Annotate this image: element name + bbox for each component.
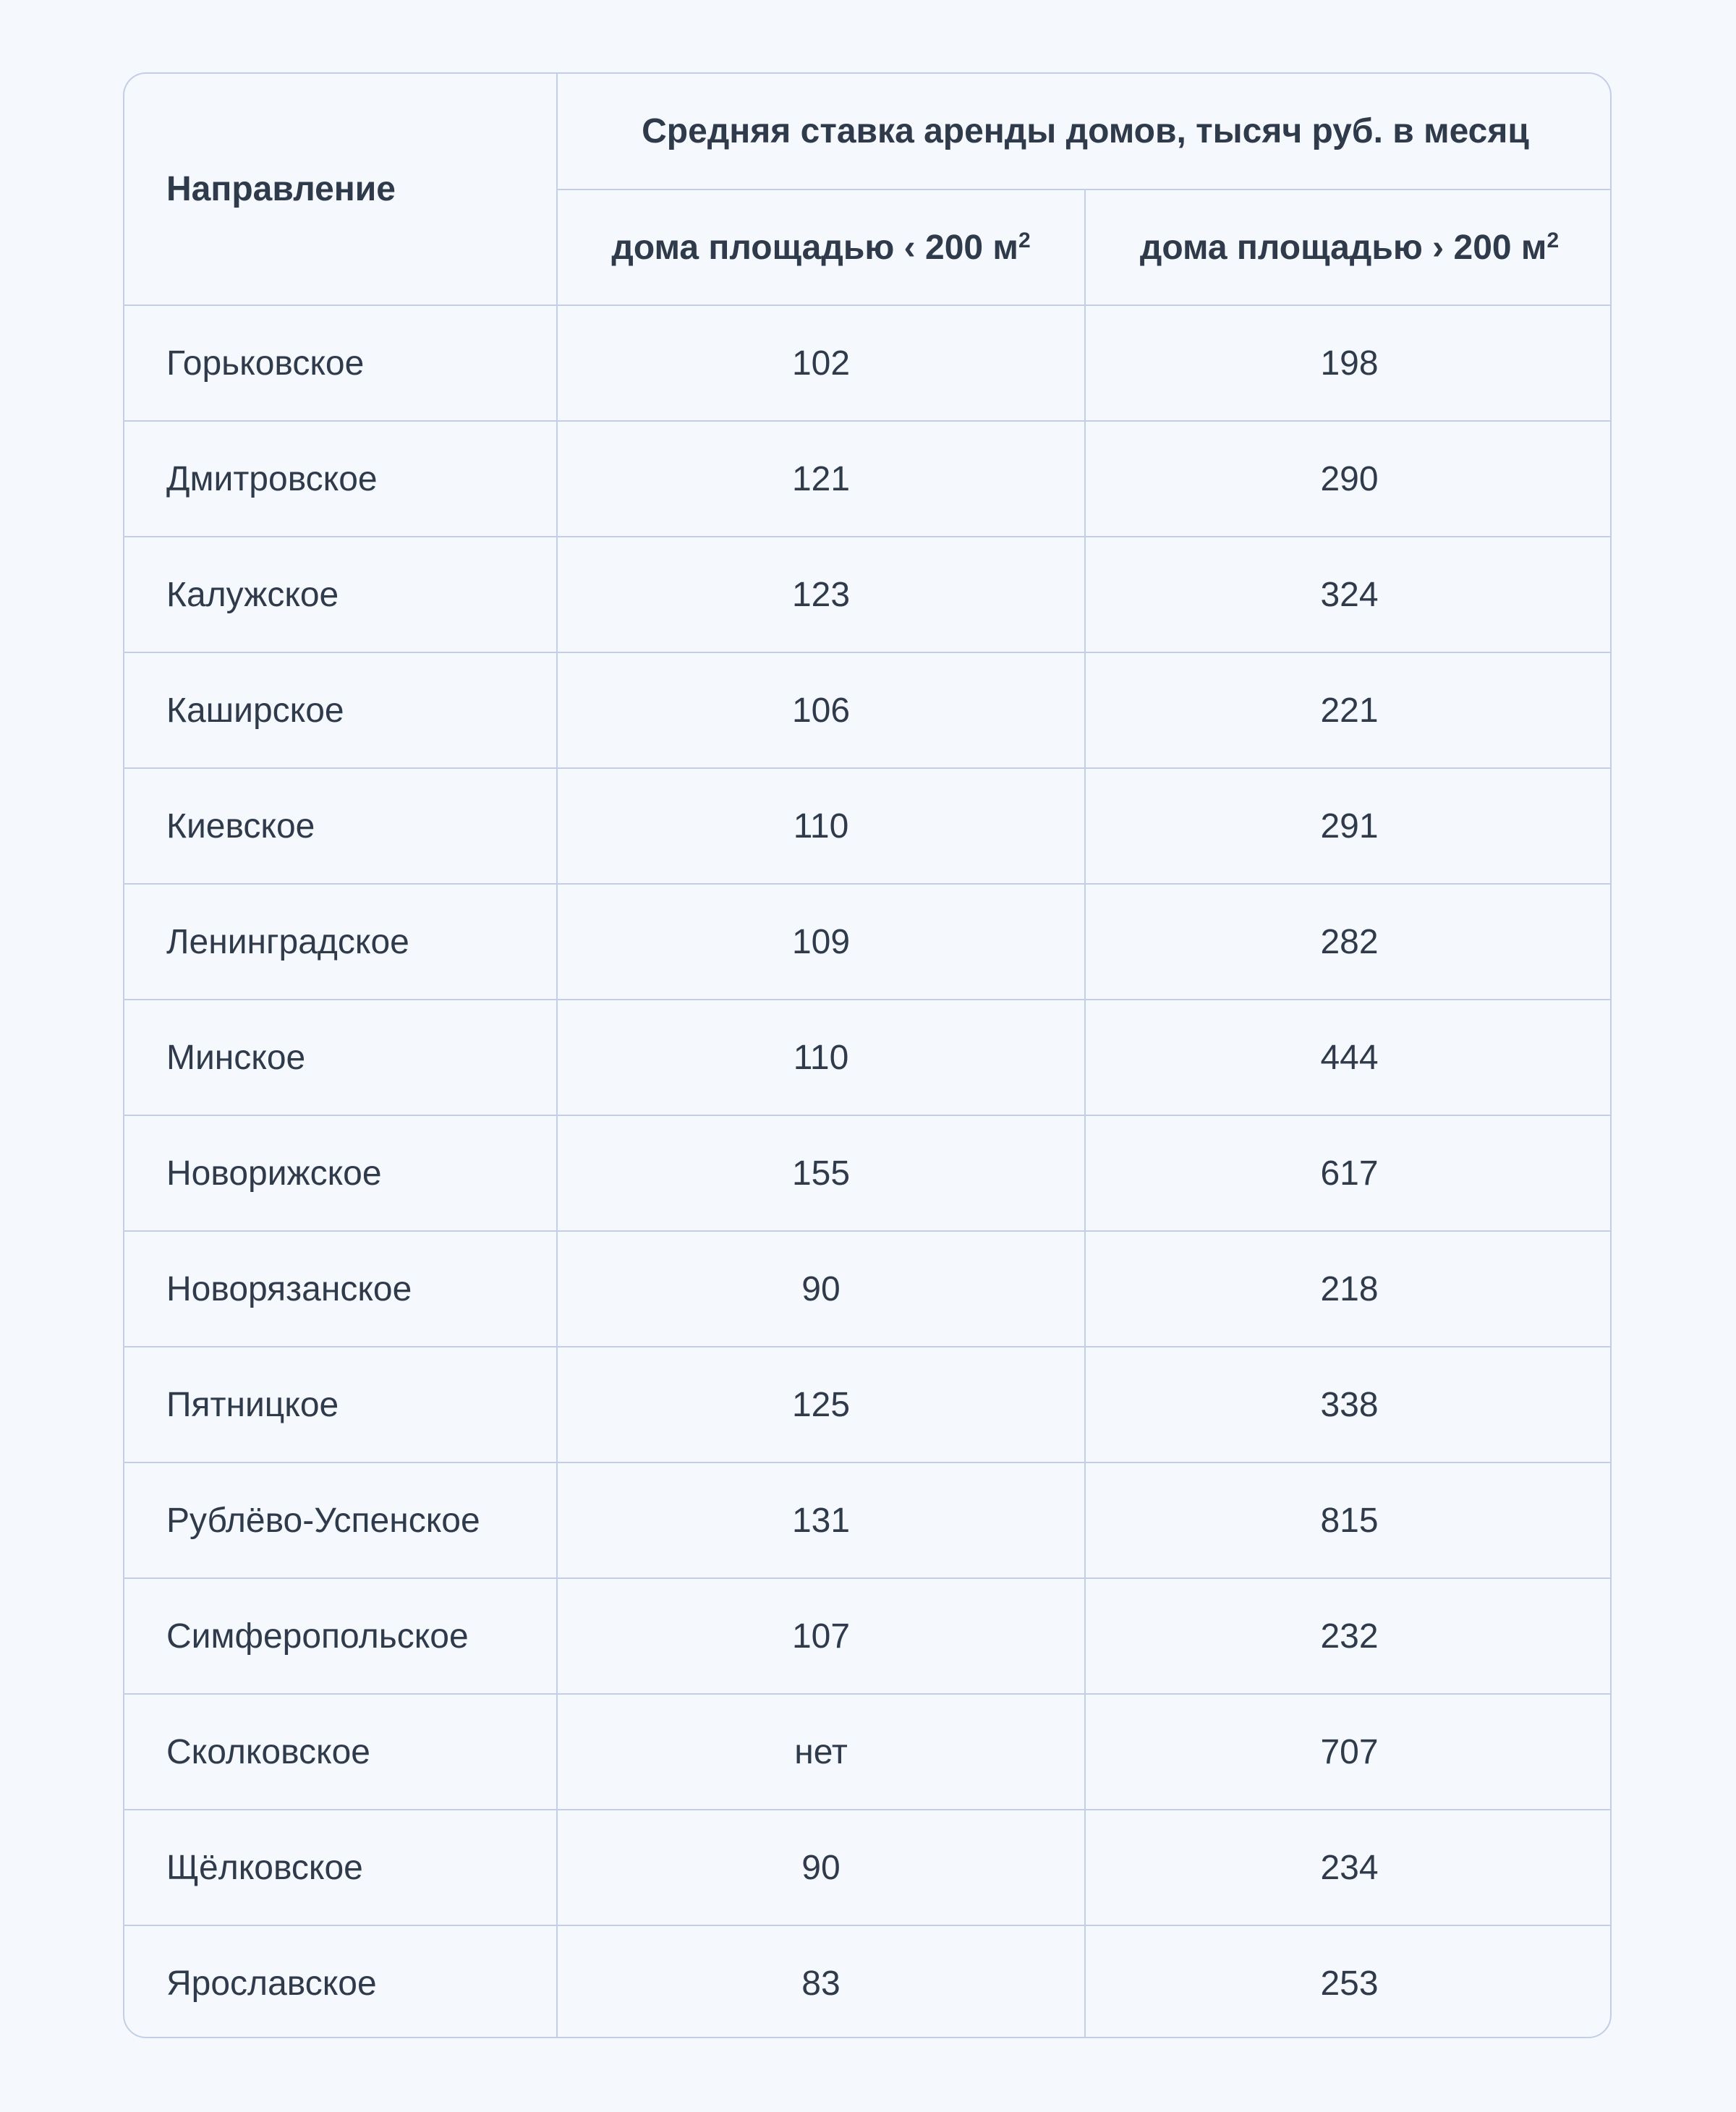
table-row [124, 1462, 1612, 1578]
table-row [124, 1347, 1612, 1462]
cell-large: 221 [1085, 652, 1612, 768]
cell-small: 125 [557, 1347, 1085, 1462]
cell-direction: Сколковское [124, 1694, 557, 1810]
cell-small: 155 [557, 1115, 1085, 1231]
cell-direction: Щёлковское [124, 1810, 557, 1925]
cell-large: 234 [1085, 1810, 1612, 1925]
header-group-title: Средняя ставка аренды домов, тысяч руб. в месяц [557, 74, 1612, 190]
cell-large: 282 [1085, 884, 1612, 1000]
header-row-top [124, 74, 1612, 190]
header-col-large-label: дома площадью › 200 м [1139, 228, 1547, 267]
cell-small: 90 [557, 1810, 1085, 1925]
cell-large: 253 [1085, 1925, 1612, 2038]
cell-small: 109 [557, 884, 1085, 1000]
cell-small: 121 [557, 421, 1085, 537]
cell-direction: Ярославское [124, 1925, 557, 2038]
table-row [124, 305, 1612, 421]
cell-large: 444 [1085, 1000, 1612, 1115]
cell-direction: Дмитровское [124, 421, 557, 537]
header-col-small [557, 190, 1085, 305]
cell-direction: Симферопольское [124, 1578, 557, 1694]
rent-table [124, 74, 1612, 2038]
cell-small: 110 [557, 768, 1085, 884]
table-row [124, 1578, 1612, 1694]
header-col-small-exponent: 2 [1018, 228, 1031, 252]
cell-large: 232 [1085, 1578, 1612, 1694]
header-col-large [1085, 190, 1612, 305]
table-row [124, 421, 1612, 537]
cell-direction: Калужское [124, 537, 557, 652]
cell-direction: Новорижское [124, 1115, 557, 1231]
table-row [124, 1694, 1612, 1810]
table-row [124, 1810, 1612, 1925]
table-row [124, 1231, 1612, 1347]
cell-small: 131 [557, 1462, 1085, 1578]
cell-large: 707 [1085, 1694, 1612, 1810]
header-direction: Направление [124, 74, 557, 305]
cell-direction: Рублёво-Успенское [124, 1462, 557, 1578]
cell-large: 290 [1085, 421, 1612, 537]
table-row [124, 1115, 1612, 1231]
cell-large: 617 [1085, 1115, 1612, 1231]
cell-direction: Пятницкое [124, 1347, 557, 1462]
cell-direction: Новорязанское [124, 1231, 557, 1347]
cell-small: 107 [557, 1578, 1085, 1694]
cell-small: 123 [557, 537, 1085, 652]
cell-small: нет [557, 1694, 1085, 1810]
rent-table-card [123, 72, 1612, 2038]
cell-large: 815 [1085, 1462, 1612, 1578]
cell-large: 324 [1085, 537, 1612, 652]
cell-large: 218 [1085, 1231, 1612, 1347]
cell-small: 83 [557, 1925, 1085, 2038]
cell-large: 198 [1085, 305, 1612, 421]
header-col-small-label: дома площадью ‹ 200 м [611, 228, 1018, 267]
cell-direction: Горьковское [124, 305, 557, 421]
cell-small: 90 [557, 1231, 1085, 1347]
table-row [124, 537, 1612, 652]
cell-direction: Киевское [124, 768, 557, 884]
header-col-large-exponent: 2 [1546, 228, 1560, 252]
cell-large: 338 [1085, 1347, 1612, 1462]
table-row [124, 768, 1612, 884]
table-row [124, 1000, 1612, 1115]
table-row [124, 1925, 1612, 2038]
table-row [124, 884, 1612, 1000]
cell-small: 106 [557, 652, 1085, 768]
cell-direction: Минское [124, 1000, 557, 1115]
cell-direction: Ленинградское [124, 884, 557, 1000]
table-row [124, 652, 1612, 768]
cell-small: 110 [557, 1000, 1085, 1115]
cell-small: 102 [557, 305, 1085, 421]
cell-direction: Каширское [124, 652, 557, 768]
cell-large: 291 [1085, 768, 1612, 884]
